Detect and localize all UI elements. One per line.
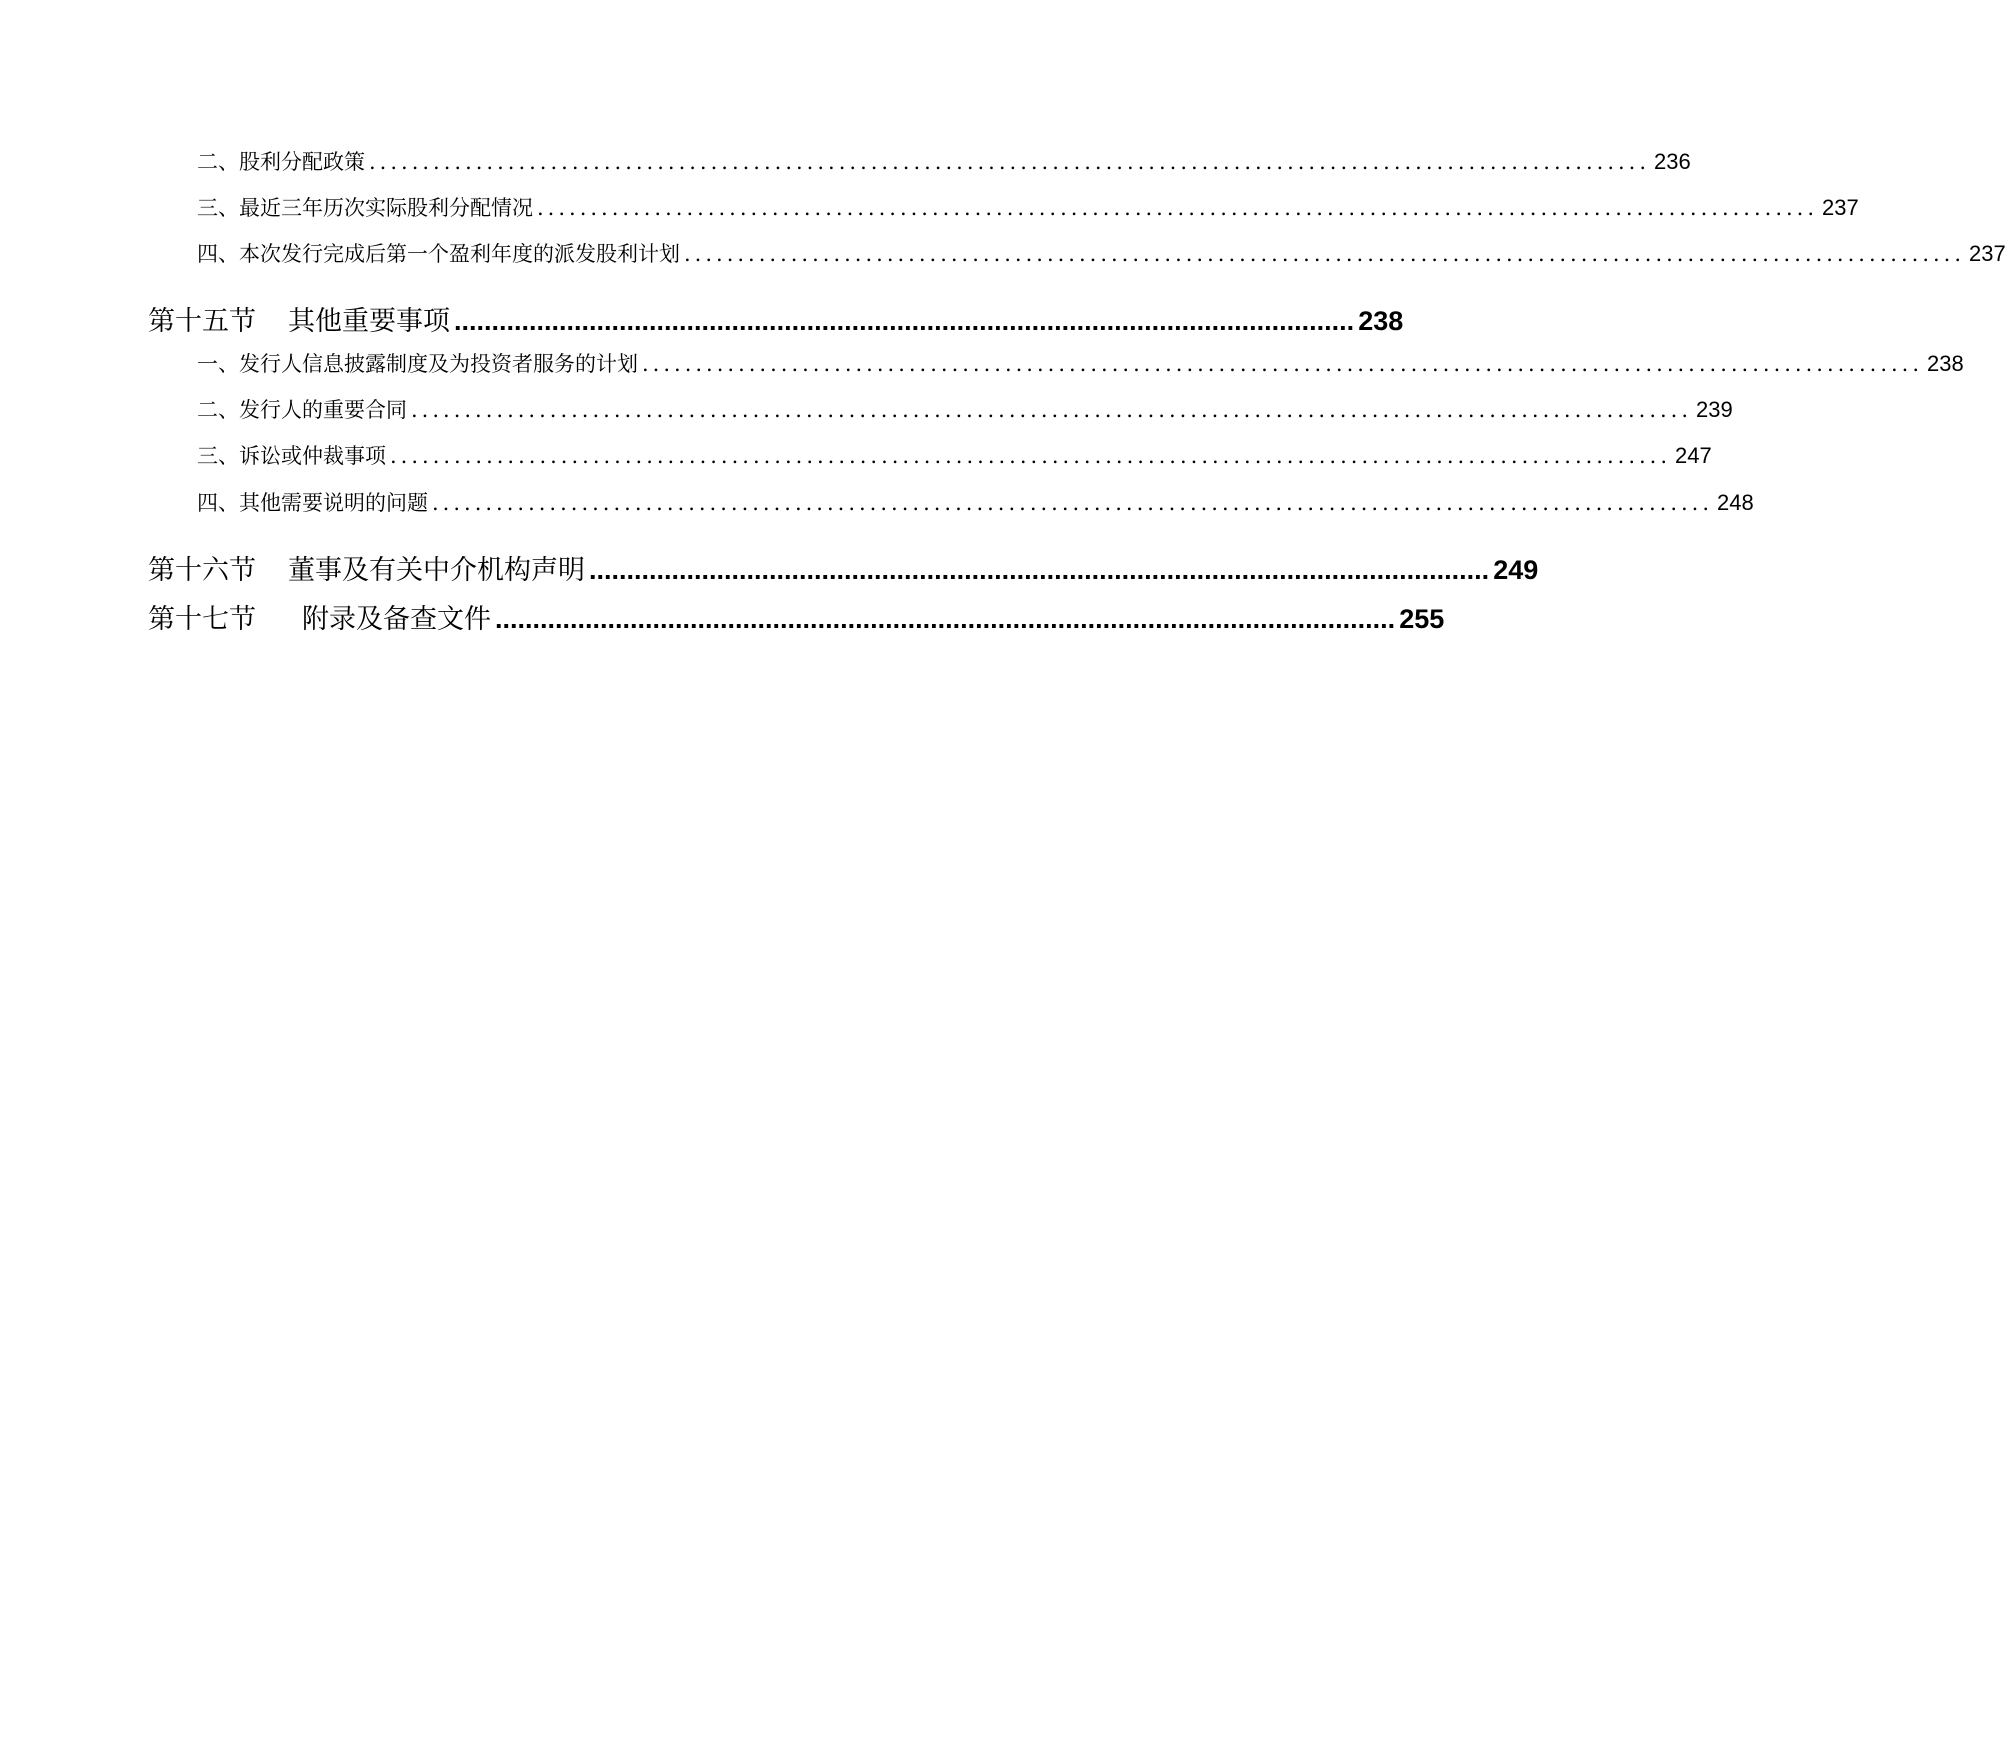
toc-page-number: 237 [1822, 195, 1859, 220]
toc-page-number: 238 [1927, 351, 1964, 376]
dot-leader: ........................................................................................................................ [589, 555, 1490, 585]
toc-entry-dividend-policy[interactable] [197, 146, 1691, 176]
toc-section-label: 董事及有关中介机构声明 [288, 555, 585, 586]
toc-section-title [148, 548, 585, 587]
toc-section-title [148, 597, 491, 636]
toc-page-number: 239 [1696, 397, 1733, 422]
toc-page-number: 248 [1717, 490, 1754, 515]
toc-entry-major-contracts[interactable] [197, 394, 1733, 424]
dot-leader: ........................................................................................................................ [642, 352, 1924, 376]
toc-entry-disclosure-system[interactable] [197, 348, 1964, 378]
toc-section-label: 附录及备查文件 [302, 604, 491, 635]
toc-section-15[interactable] [148, 299, 1404, 337]
toc-entry-other-issues[interactable] [197, 487, 1754, 517]
toc-section-number: 第十六节 [148, 555, 256, 586]
toc-section-16[interactable] [148, 548, 1539, 586]
toc-entry-label: 四、本次发行完成后第一个盈利年度的派发股利计划 [197, 242, 680, 266]
dot-leader: ........................................................................................................................ [684, 242, 1966, 266]
toc-entry-dividend-history[interactable] [197, 192, 1859, 222]
toc-page-number: 236 [1654, 149, 1691, 174]
toc-page-number: 255 [1399, 604, 1445, 634]
toc-entry-label: 二、股利分配政策 [197, 150, 365, 174]
toc-entry-label: 二、发行人的重要合同 [197, 398, 407, 422]
toc-section-title [148, 299, 450, 338]
toc-section-label: 其他重要事项 [288, 306, 450, 337]
toc-page-number: 247 [1675, 443, 1712, 468]
dot-leader: ........................................................................................................................ [537, 196, 1819, 220]
toc-entry-label: 三、最近三年历次实际股利分配情况 [197, 196, 533, 220]
toc-section-17[interactable] [148, 597, 1445, 635]
toc-entry-label: 三、诉讼或仲裁事项 [197, 444, 386, 468]
toc-entry-dividend-plan[interactable] [197, 238, 2006, 268]
dot-leader: ........................................................................................................................ [411, 398, 1693, 422]
toc-entry-label: 一、发行人信息披露制度及为投资者服务的计划 [197, 352, 638, 376]
dot-leader: ........................................................................................................................ [390, 444, 1672, 468]
toc-entry-label: 四、其他需要说明的问题 [197, 491, 428, 515]
dot-leader: ........................................................................................................................ [432, 491, 1714, 515]
toc-page-number: 249 [1493, 555, 1539, 585]
toc-entry-litigation[interactable] [197, 440, 1712, 470]
toc-page-number: 238 [1358, 306, 1404, 336]
dot-leader: ........................................................................................................................ [369, 150, 1651, 174]
toc-section-number: 第十七节 [148, 604, 256, 635]
toc-page-number: 237 [1969, 241, 2006, 266]
toc-section-number: 第十五节 [148, 306, 256, 337]
dot-leader: ........................................................................................................................ [454, 306, 1355, 336]
dot-leader: ........................................................................................................................ [495, 604, 1396, 634]
